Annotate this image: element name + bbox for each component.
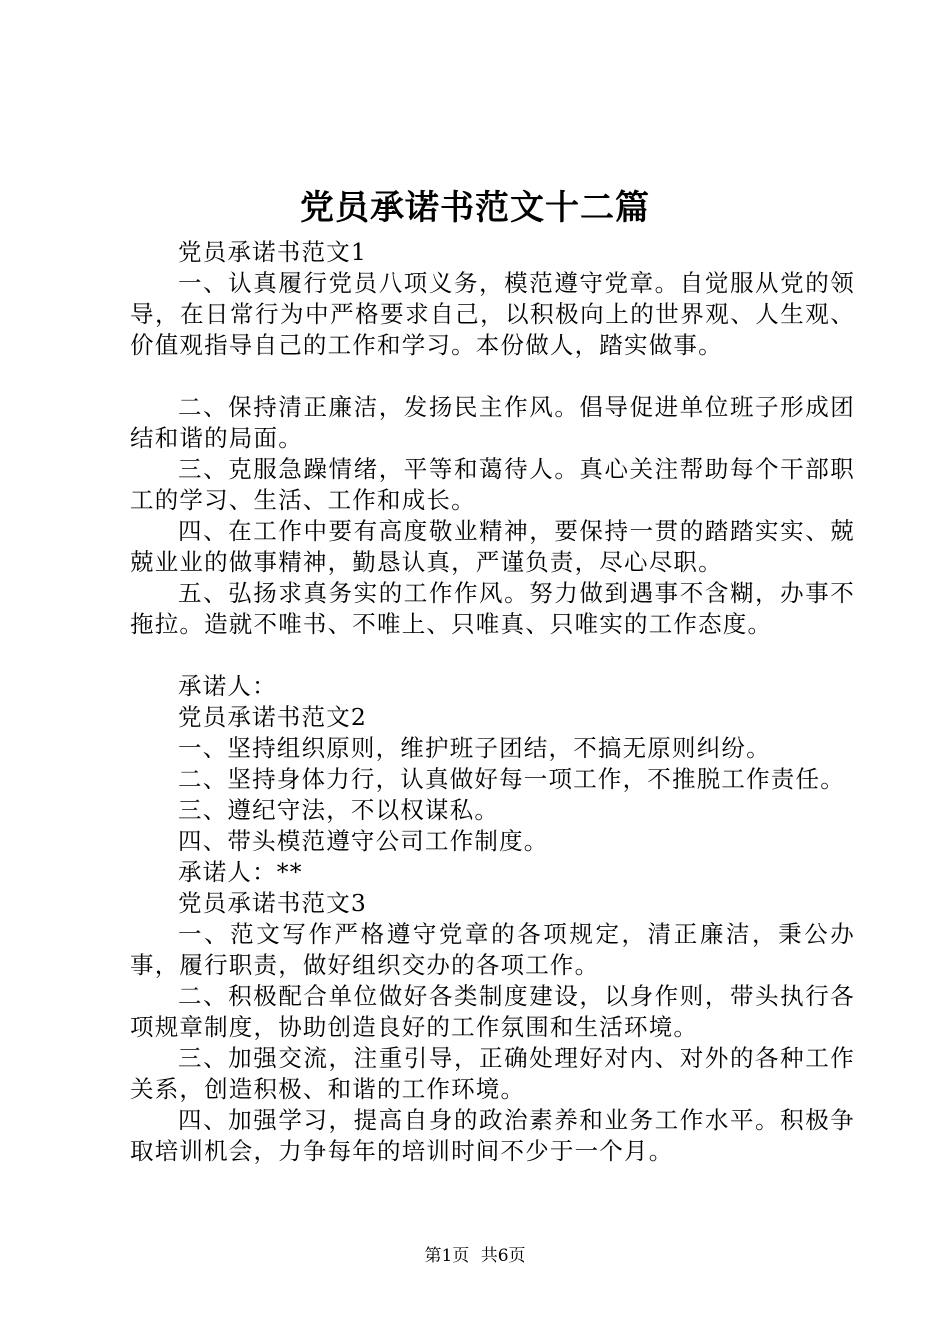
paragraph: 一、认真履行党员八项义务，模范遵守党章。自觉服从党的领导，在日常行为中严格要求自己，以积极向上的世界观、人生观、价值观指导自己的工作和学习。本份做人，踏实做事。 — [130, 269, 855, 359]
page-total: 共6页 — [480, 1246, 526, 1266]
document-title: 党员承诺书范文十二篇 — [300, 188, 650, 228]
paragraph: 一、范文写作严格遵守党章的各项规定，清正廉洁，秉公办事，履行职责，做好组织交办的各项工作。 — [130, 920, 855, 979]
document-body — [130, 237, 855, 1167]
paragraph: 三、遵纪守法，不以权谋私。 — [178, 796, 500, 824]
signature-line: 承诺人：** — [178, 858, 303, 886]
section-heading: 党员承诺书范文2 — [178, 703, 368, 731]
paragraph: 三、加强交流，注重引导，正确处理好对内、对外的各种工作关系，创造积极、和谐的工作环境。 — [130, 1044, 855, 1103]
paragraph: 四、在工作中要有高度敬业精神，要保持一贯的踏踏实实、兢兢业业的做事精神，勤恳认真，严谨负责，尽心尽职。 — [130, 517, 855, 576]
paragraph: 五、弘扬求真务实的工作作风。努力做到遇事不含糊，办事不拖拉。造就不唯书、不唯上、只唯真、只唯实的工作态度。 — [130, 579, 855, 638]
paragraph: 四、加强学习，提高自身的政治素养和业务工作水平。积极争取培训机会，力争每年的培训时间不少于一个月。 — [130, 1106, 855, 1165]
paragraph: 二、保持清正廉洁，发扬民主作风。倡导促进单位班子形成团结和谐的局面。 — [130, 393, 855, 452]
page-number: 第1页 — [424, 1246, 470, 1266]
page-footer — [0, 1244, 950, 1268]
paragraph: 三、克服急躁情绪，平等和蔼待人。真心关注帮助每个干部职工的学习、生活、工作和成长。 — [130, 455, 855, 514]
paragraph: 四、带头模范遵守公司工作制度。 — [178, 827, 549, 855]
section-heading: 党员承诺书范文1 — [178, 238, 368, 266]
blank-line — [130, 361, 855, 392]
paragraph: 二、坚持身体力行，认真做好每一项工作，不推脱工作责任。 — [178, 765, 845, 793]
section-heading: 党员承诺书范文3 — [178, 889, 368, 917]
signature-line: 承诺人： — [178, 672, 277, 700]
paragraph: 一、坚持组织原则，维护班子团结，不搞无原则纠纷。 — [178, 734, 771, 762]
paragraph: 二、积极配合单位做好各类制度建设，以身作则，带头执行各项规章制度，协助创造良好的工作氛围和生活环境。 — [130, 982, 855, 1041]
blank-line — [130, 640, 855, 671]
